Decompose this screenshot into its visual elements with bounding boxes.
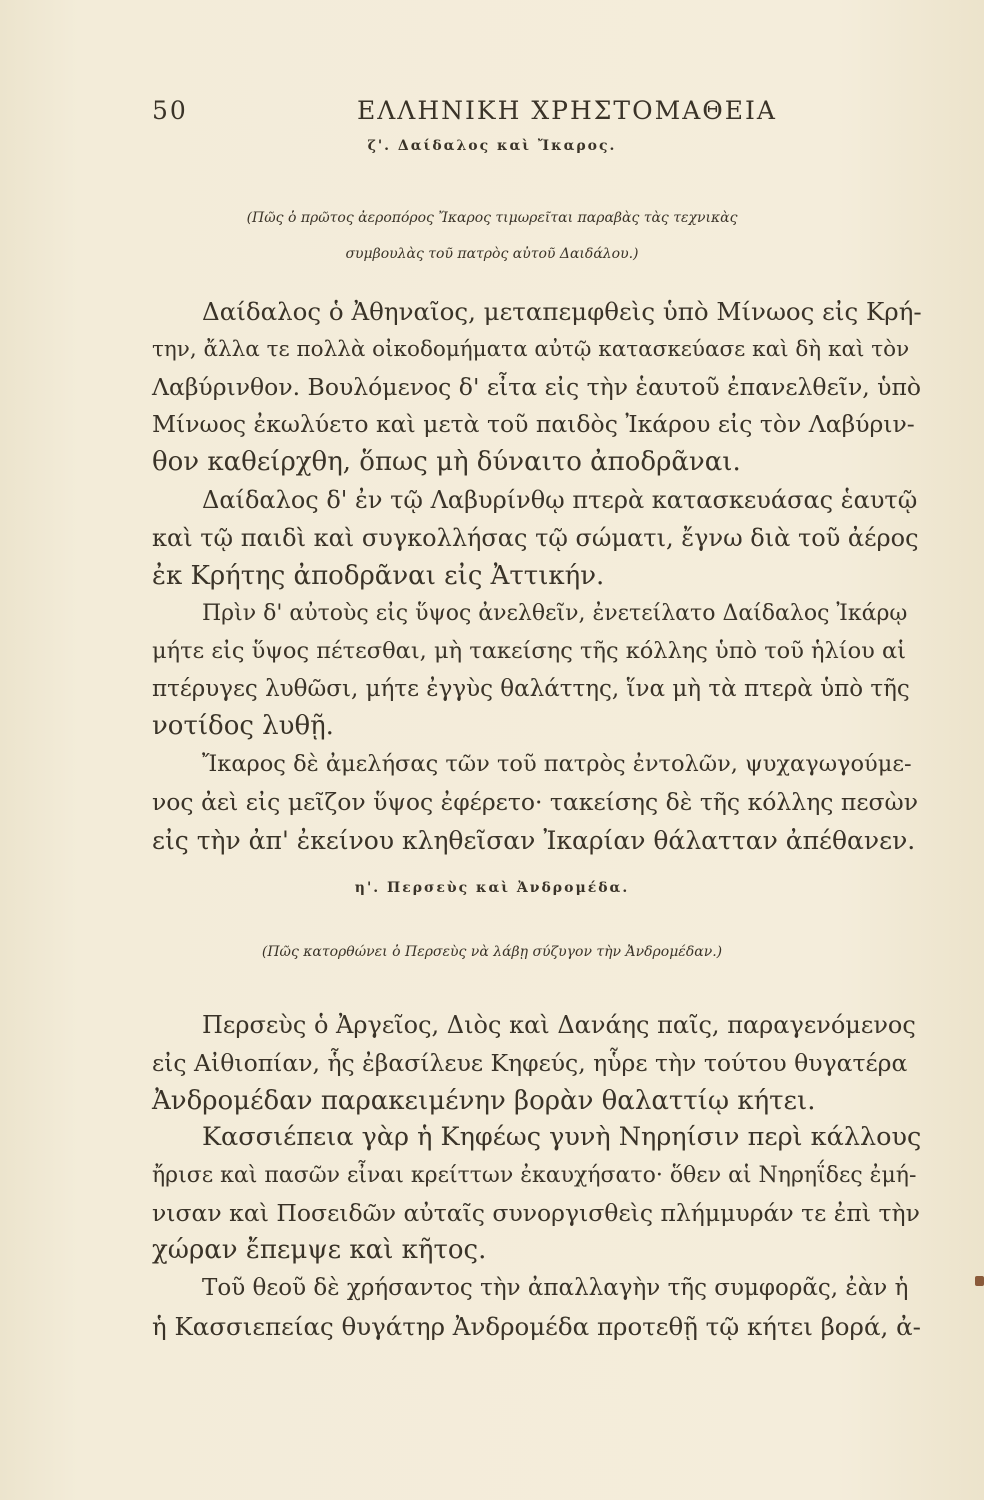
text-line: νισαν καὶ Ποσειδῶν αὐταῖς συνοργισθεὶς πλήμμυράν τε ἐπὶ τὴν	[152, 1198, 920, 1227]
page-header	[152, 96, 852, 132]
paragraph	[152, 746, 922, 859]
paragraph	[152, 293, 922, 482]
text-line: Κασσιέπεια γὰρ ἡ Κηφέως γυνὴ Νηρηίσιν περὶ κάλλους	[202, 1122, 922, 1152]
section-subtitle-daedalus-line-1: (Πῶς ὁ πρῶτος ἀεροπόρος Ἴκαρος τιμωρεῖται παραβὰς τὰς τεχνικὰς	[246, 210, 738, 226]
text-line: νος ἀεὶ εἰς μεῖζον ὕψος ἐφέρετο· τακείσης δὲ τῆς κόλλης πεσὼν	[152, 787, 919, 816]
page-edge-mark	[975, 1276, 984, 1286]
paragraph	[152, 1119, 922, 1270]
text-line: εἰς τὴν ἀπ' ἐκείνου κληθεῖσαν Ἰκαρίαν θάλατταν ἀπέθανεν.	[152, 825, 916, 855]
running-head: ΕΛΛΗΝΙΚΗ ΧΡΗΣΤΟΜΑΘΕΙΑ	[357, 96, 777, 125]
text-line: Λαβύρινθον. Βουλόμενος δ' εἶτα εἰς τὴν ἑαυτοῦ ἐπανελθεῖν, ὑπὸ	[152, 372, 922, 401]
section-title-daedalus: ζ'. Δαίδαλος καὶ Ἴκαρος.	[367, 138, 617, 154]
text-line: πτέρυγες λυθῶσι, μήτε ἐγγὺς θαλάττης, ἵνα μὴ τὰ πτερὰ ὑπὸ τῆς	[152, 675, 910, 702]
text-line: ἤρισε καὶ πασῶν εἶναι κρείττων ἐκαυχήσατο· ὅθεν αἱ Νηρηΐδες ἐμή-	[152, 1162, 917, 1188]
text-line: μήτε εἰς ὕψος πέτεσθαι, μὴ τακείσης τῆς κόλλης ὑπὸ τοῦ ἡλίου αἱ	[152, 637, 907, 664]
page-number: 50	[152, 96, 188, 125]
text-line: ἡ Κασσιεπείας θυγάτηρ Ἀνδρομέδα προτεθῇ τῷ κήτει βορά, ἀ-	[152, 1311, 921, 1341]
paragraph	[152, 482, 922, 595]
paragraph	[152, 595, 922, 746]
text-line: Δαίδαλος δ' ἐν τῷ Λαβυρίνθῳ πτερὰ κατασκευάσας ἑαυτῷ	[202, 486, 918, 514]
text-line: Περσεὺς ὁ Ἀργεῖος, Διὸς καὶ Δανάης παῖς, παραγενόμενος	[202, 1011, 916, 1039]
text-line: καὶ τῷ παιδὶ καὶ συγκολλήσας τῷ σώματι, ἔγνω διὰ τοῦ ἀέρος	[152, 523, 919, 552]
text-line: Τοῦ θεοῦ δὲ χρήσαντος τὴν ἀπαλλαγὴν τῆς συμφορᾶς, ἐὰν ἡ	[202, 1275, 909, 1301]
text-line: χώραν ἔπεμψε καὶ κῆτος.	[152, 1235, 487, 1266]
section-title-perseus: η'. Περσεὺς καὶ Ἀνδρομέδα.	[354, 880, 630, 896]
section-subtitle-daedalus-line-2: συμβουλὰς τοῦ πατρὸς αὐτοῦ Δαιδάλου.)	[345, 246, 639, 262]
text-line: την, ἄλλα τε πολλὰ οἰκοδομήματα αὐτῷ κατασκεύασε καὶ δὴ καὶ τὸν	[152, 336, 910, 362]
text-line: νοτίδος λυθῇ.	[152, 711, 334, 742]
text-line: Δαίδαλος ὁ Ἀθηναῖος, μεταπεμφθεὶς ὑπὸ Μίνωος εἰς Κρή-	[202, 297, 922, 326]
paragraph	[152, 1270, 922, 1346]
text-line: εἰς Αἰθιοπίαν, ἧς ἐβασίλευε Κηφεύς, ηὗρε τὴν τούτου θυγατέρα	[152, 1048, 908, 1077]
text-line: θον καθείρχθη, ὅπως μὴ δύναιτο ἀποδρᾶναι.	[152, 447, 741, 478]
paragraph	[152, 1007, 922, 1120]
text-line: Ἀνδρομέδαν παρακειμένην βορὰν θαλαττίῳ κήτει.	[152, 1085, 816, 1116]
section-subtitle-perseus: (Πῶς κατορθώνει ὁ Περσεὺς νὰ λάβῃ σύζυγον τὴν Ἀνδρομέδαν.)	[261, 944, 723, 960]
text-line: Μίνωος ἐκωλύετο καὶ μετὰ τοῦ παιδὸς Ἰκάρου εἰς τὸν Λαβύριν-	[152, 410, 915, 439]
text-line: Ἴκαρος δὲ ἀμελήσας τῶν τοῦ πατρὸς ἐντολῶν, ψυχαγωγούμε-	[202, 751, 912, 777]
text-line: ἐκ Κρήτης ἀποδρᾶναι εἰς Ἀττικήν.	[152, 560, 605, 591]
text-line: Πρὶν δ' αὐτοὺς εἰς ὕψος ἀνελθεῖν, ἐνετείλατο Δαίδαλος Ἰκάρῳ	[202, 601, 908, 626]
